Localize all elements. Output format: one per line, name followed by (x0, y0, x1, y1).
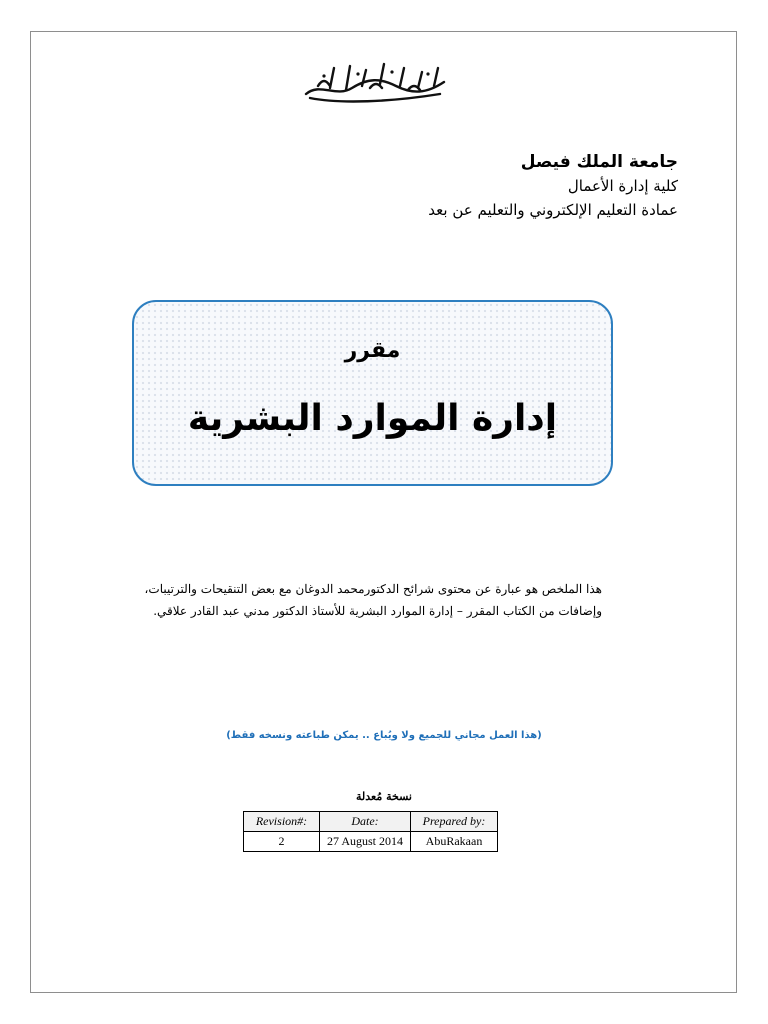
table-row (244, 832, 498, 852)
prepared-by-header: Prepared by: (411, 812, 498, 832)
university-name: جامعة الملك فيصل (520, 152, 678, 172)
revision-number: 2 (244, 832, 320, 852)
summary-line-1: هذا الملخص هو عبارة عن محتوى شرائح الدكتورمحمد الدوغان مع بعض التنقيحات والترتيبات، (144, 582, 602, 596)
basmala-calligraphy (300, 58, 450, 108)
course-label: مقرر (344, 338, 401, 363)
summary-paragraph (140, 578, 602, 622)
edition-label: نسخة مُعدلة (356, 790, 412, 803)
institution-header (428, 150, 678, 222)
revision-date: 27 August 2014 (320, 832, 411, 852)
revision-header: Revision#: (244, 812, 320, 832)
revision-table (243, 811, 498, 852)
free-use-note: (هذا العمل مجاني للجميع ولا ويُباع .. يمكن طباعته ونسخه فقط) (226, 730, 542, 741)
course-title: إدارة الموارد البشرية (187, 398, 558, 439)
summary-line-2: وإضافات من الكتاب المقرر – إدارة الموارد البشرية للأستاذ الدكتور مدني عبد القادر علاقي. (153, 604, 602, 618)
date-header: Date: (320, 812, 411, 832)
prepared-by-name: AbuRakaan (411, 832, 498, 852)
course-title-box (132, 300, 613, 486)
deanship-name: عمادة التعليم الإلكتروني والتعليم عن بعد (428, 201, 678, 219)
table-header-row (244, 812, 498, 832)
college-name: كلية إدارة الأعمال (567, 177, 678, 195)
